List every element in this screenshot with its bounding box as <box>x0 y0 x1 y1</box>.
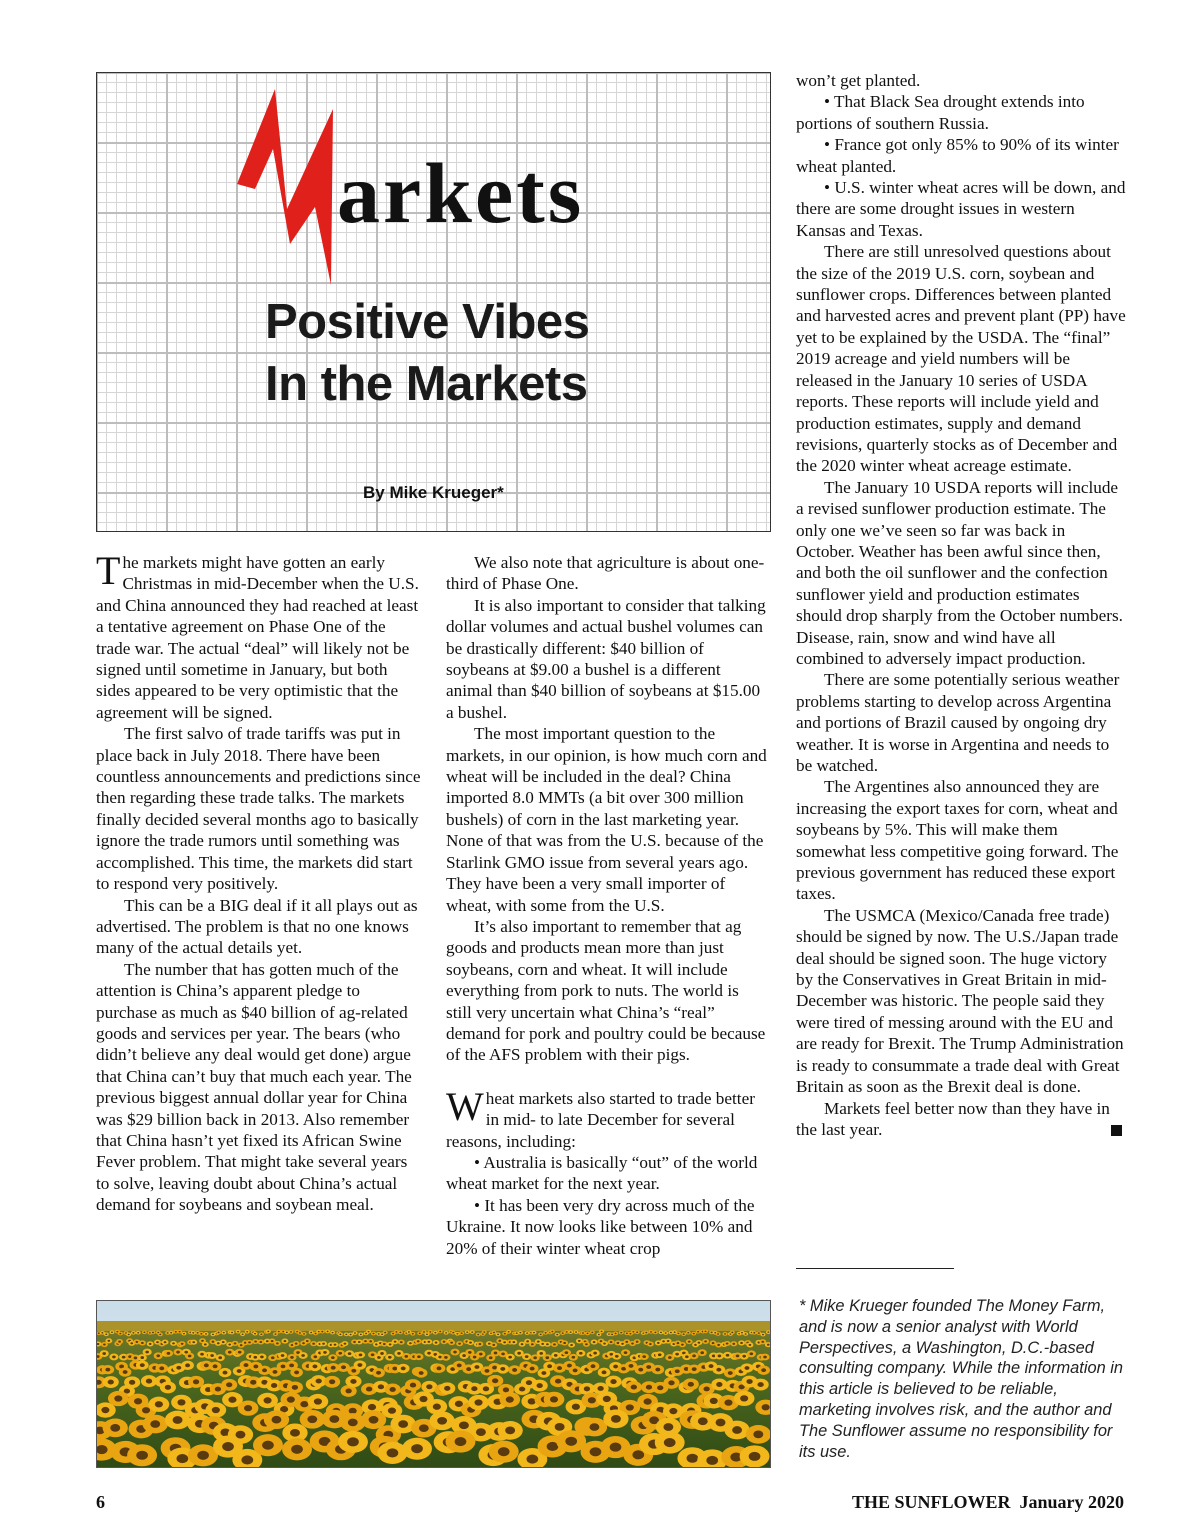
paragraph: Wheat markets also started to trade better in mid- to late December for several reasons, including: <box>446 1083 755 1151</box>
end-of-article-mark <box>1111 1125 1122 1136</box>
paragraph: won’t get planted. <box>796 71 921 90</box>
page-number: 6 <box>96 1492 105 1512</box>
article-column-3 <box>796 70 1126 1140</box>
paragraph: This can be a BIG deal if it all plays out as advertised. The problem is that no one knows many of the actual details yet. <box>96 895 418 958</box>
paragraph: The first salvo of trade tariffs was put in place back in July 2018. There have been countless announcements and predictions since then regarding these trade talks. The markets finally decided several months ago to basically ignore the trade rumors until something was accomplished. This time, the markets did start to respond very positively. <box>96 724 421 894</box>
sunflower-field-image <box>97 1301 771 1468</box>
paragraph: Markets feel better now than they have in the last year. <box>796 1098 1126 1141</box>
paragraph: We also note that agriculture is about one-third of Phase One. <box>446 553 765 594</box>
paragraph: There are some potentially serious weather problems starting to develop across Argentina and portions of Brazil caused by ongoing dry weather. It is worse in Argentina and needs to be watched. <box>796 670 1120 775</box>
headline-line-2: In the Markets <box>265 357 588 411</box>
bullet-item: • That Black Sea drought extends into portions of southern Russia. <box>796 92 1085 133</box>
red-m-logo <box>235 89 345 289</box>
article-column-1 <box>96 548 421 1216</box>
bullet-item: • It has been very dry across much of the Ukraine. It now looks like between 10% and 20% of their winter wheat crop <box>446 1195 755 1258</box>
paragraph: It’s also important to remember that ag goods and products mean more than just soybeans, corn and wheat. It will include everything from pork to nuts. The world is still very uncertain what China’s “real” demand for pork and poultry could be because of the AFS problem with their pigs. <box>446 916 766 1065</box>
drop-cap: T <box>96 548 121 593</box>
author-footnote: * Mike Krueger founded The Money Farm, and is now a senior analyst with World Perspectives, a Washington, D.C.-based consulting company. While the information in this article is believed to be reliable, marketing involves risk, and the author and The Sunflower assume no responsibility for its use. <box>799 1297 1124 1461</box>
paragraph: The Argentines also announced they are increasing the export taxes for corn, wheat and soybeans by 5%. This will make them somewhat less competitive going forward. The previous government has reduced these export taxes. <box>796 777 1119 904</box>
markets-header-graphic <box>96 72 771 532</box>
bullet-item: • U.S. winter wheat acres will be down, and there are some drought issues in western Kansas and Texas. <box>796 178 1126 240</box>
paragraph: There are still unresolved questions about the size of the 2019 U.S. corn, soybean and sunflower crops. Differences between planted and harvested acres and prevent plant (PP) have yet to be explained by the USDA. The “final” 2019 acreage and yield numbers will be released in the January 10 series of USDA reports. These reports will include yield and production estimates, supply and demand revisions, quarterly stocks as of December and the 2020 winter wheat acreage estimate. <box>796 242 1126 476</box>
paragraph: The January 10 USDA reports will include a revised sunflower production estimate. The only one we’ve seen so far was back in October. Weather has been awful since then, and both the oil sunflower and the confection sunflower yield and production estimates should drop sharply from the October numbers. Disease, rain, snow and wind have all combined to adversely impact production. <box>796 477 1123 668</box>
paragraph: It is also important to consider that talking dollar volumes and actual bushel volumes can be drastically different: $40 billion of soybeans at $9.00 a bushel is a different animal than $40 billion of soybeans at $15.00 a bushel. <box>446 595 766 722</box>
bullet-item: • Australia is basically “out” of the world wheat market for the next year. <box>446 1152 758 1194</box>
byline: By Mike Krueger* <box>363 483 504 502</box>
bullet-item: • France got only 85% to 90% of its winter wheat planted. <box>796 135 1119 176</box>
headline-line-1: Positive Vibes <box>265 295 590 349</box>
paragraph: The number that has gotten much of the attention is China’s apparent pledge to purchase as much as $40 billion of ag-related goods and services per year. The bears (who didn’t believe any deal would get done) argue that China can’t buy that much each year. The previous biggest annual dollar year for China was $29 billion back in 2013. Also remember that China hasn’t yet fixed its African Swine Fever problem. That might take several years to solve, leaving doubt about China’s actual demand for soybeans and soybean meal. <box>96 959 412 1215</box>
paragraph: The USMCA (Mexico/Canada free trade) should be signed by now. The U.S./Japan trade deal should be signed soon. The huge victory by the Conservatives in Great Britain in mid-December was historic. The people said they were tired of messing around with the EU and are ready for Brexit. The Trump Administration is ready to consummate a trade deal with Great Britain as soon as the Brexit deal is done. <box>796 905 1124 1097</box>
footnote-divider <box>796 1268 954 1269</box>
paragraph: The markets might have gotten an early Christmas in mid-December when the U.S. and China announced they had reached at least a tentative agreement on Phase One of the trade war. The actual “deal” will likely not be signed until sometime in January, but both sides appeared to be very optimistic that the agreement will be signed. <box>96 548 419 722</box>
article-column-2 <box>446 552 768 1259</box>
issue-date: January 2020 <box>1019 1492 1124 1512</box>
magazine-footer <box>852 1492 1124 1513</box>
article-headline <box>265 291 589 415</box>
sunflower-field-photo <box>96 1300 771 1468</box>
paragraph: The most important question to the markets, in our opinion, is how much corn and wheat will be included in the deal? China imported 8.0 MMTs (a bit over 300 million bushels) of corn in the last marketing year. None of that was from the U.S. because of the Starlink GMO issue from several years ago. They have been a very small importer of wheat, with some from the U.S. <box>446 724 767 915</box>
magazine-title: THE SUNFLOWER <box>851 1492 1011 1512</box>
section-logo-text: arkets <box>337 145 585 241</box>
drop-cap: W <box>446 1083 484 1129</box>
